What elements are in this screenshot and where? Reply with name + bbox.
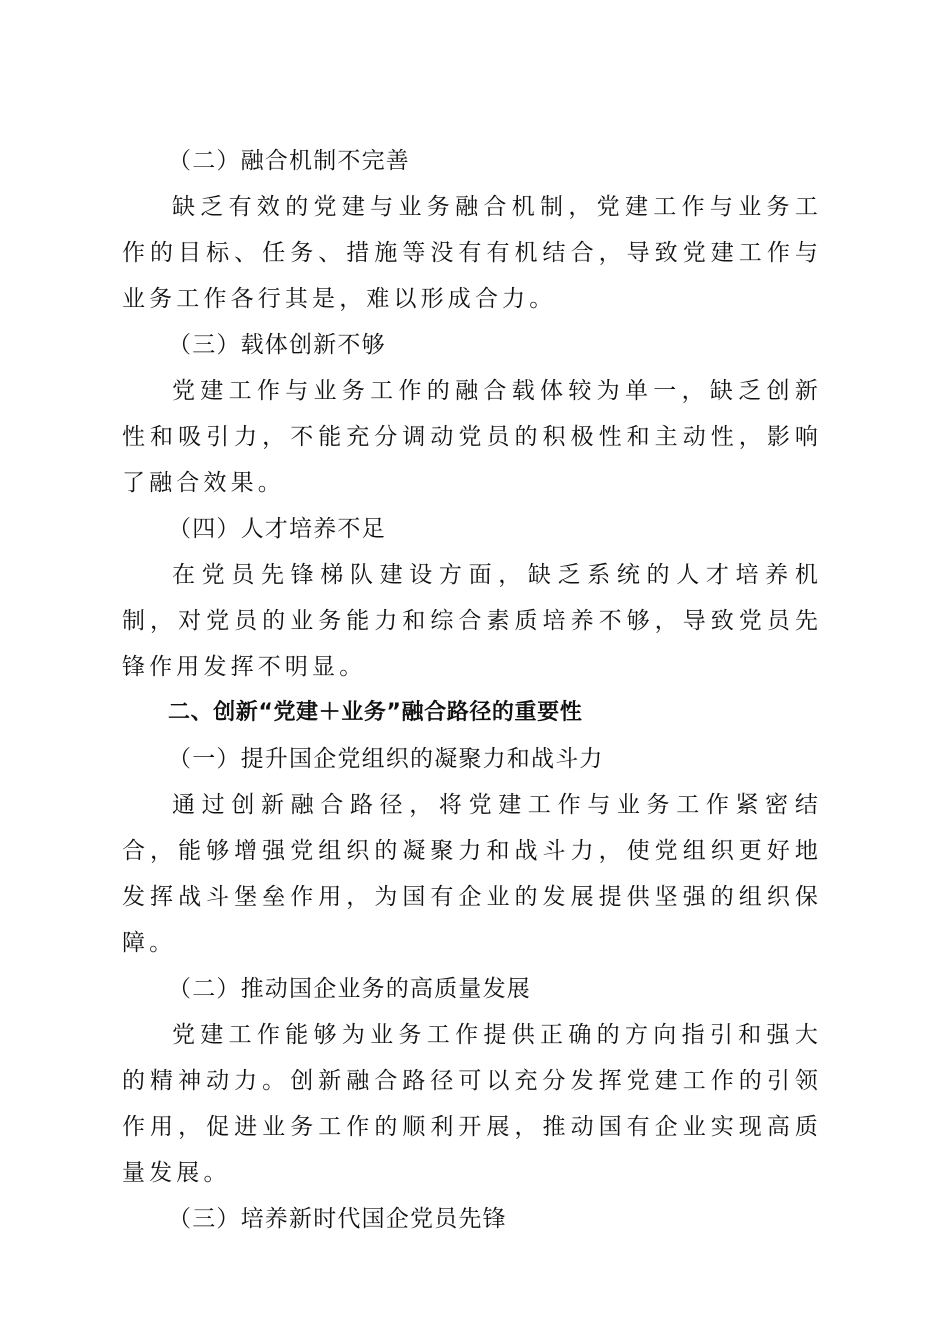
document-body bbox=[122, 138, 822, 1242]
section-paragraph-talent: 在党员先锋梯队建设方面，缺乏系统的人才培养机制，对党员的业务能力和综合素质培养不够，导致党员先锋作用发挥不明显。 bbox=[122, 562, 822, 680]
section-paragraph-mechanism: 缺乏有效的党建与业务融合机制，党建工作与业务工作的目标、任务、措施等没有有机结合，导致党建工作与业务工作各行其是，难以形成合力。 bbox=[122, 194, 822, 312]
section-paragraph-carrier: 党建工作与业务工作的融合载体较为单一，缺乏创新性和吸引力，不能充分调动党员的积极性和主动性，影响了融合效果。 bbox=[122, 378, 822, 496]
section-heading-carrier: （三）载体创新不够 bbox=[168, 332, 386, 358]
section-heading-talent: （四）人才培养不足 bbox=[168, 516, 386, 542]
major-heading-importance: 二、创新“党建＋业务”融合路径的重要性 bbox=[168, 700, 583, 725]
section-heading-mechanism: （二）融合机制不完善 bbox=[168, 148, 410, 174]
subsection-heading-vanguard: （三）培养新时代国企党员先锋 bbox=[168, 1206, 507, 1232]
subsection-heading-development: （二）推动国企业务的高质量发展 bbox=[168, 976, 531, 1002]
subsection-paragraph-development: 党建工作能够为业务工作提供正确的方向指引和强大的精神动力。创新融合路径可以充分发挥党建工作的引领作用，促进业务工作的顺利开展，推动国有企业实现高质量发展。 bbox=[122, 1022, 822, 1186]
subsection-paragraph-cohesion: 通过创新融合路径，将党建工作与业务工作紧密结合，能够增强党组织的凝聚力和战斗力，使党组织更好地发挥战斗堡垒作用，为国有企业的发展提供坚强的组织保障。 bbox=[122, 792, 822, 956]
subsection-heading-cohesion: （一）提升国企党组织的凝聚力和战斗力 bbox=[168, 746, 604, 772]
